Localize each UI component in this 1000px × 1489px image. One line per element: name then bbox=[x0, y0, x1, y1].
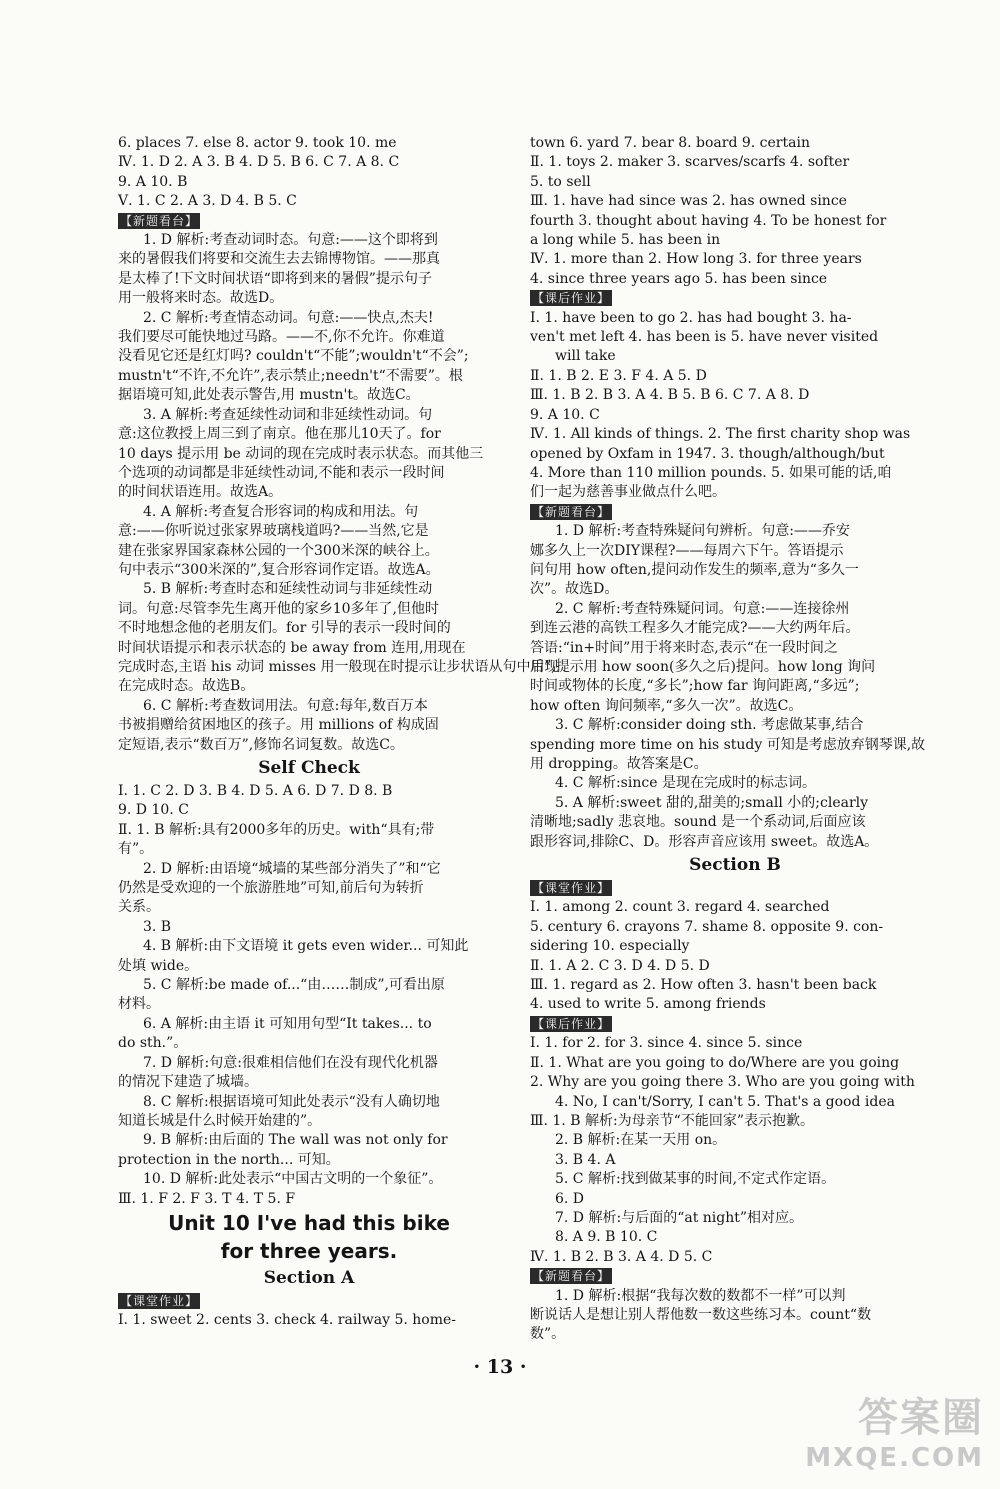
text-line: 用 dropping。故答案是C。 bbox=[530, 756, 708, 772]
text-line: Ⅳ. 1. B 2. B 3. A 4. D 5. C bbox=[530, 1248, 713, 1265]
text-line: 3. B bbox=[143, 918, 172, 935]
section-tag: 【新题看台】 bbox=[532, 504, 611, 519]
text-line: 数”。 bbox=[530, 1326, 566, 1343]
text-line: sidering 10. especially bbox=[530, 938, 690, 955]
watermark-logo bbox=[805, 1386, 984, 1473]
text-line: 4. A 解析:考查复合形容词的构成和用法。句 bbox=[143, 503, 419, 520]
text-line: ven't met left 4. has been is 5. have never visited bbox=[530, 329, 879, 346]
section-tag: 【新题看台】 bbox=[120, 213, 199, 228]
tag-row bbox=[530, 503, 940, 522]
text-line: 5. century 6. crayons 7. shame 8. opposite 9. con- bbox=[530, 918, 884, 935]
text-line: 清晰地;sadly 悲哀地。sound 是一个系动词,后面应该 bbox=[530, 814, 866, 831]
text-line: Ⅰ. 1. for 2. for 3. since 4. since 5. since bbox=[530, 1035, 803, 1052]
text-line: Ⅱ. 1. A 2. C 3. D 4. D 5. D bbox=[530, 957, 710, 974]
text-line: 9. B 解析:由后面的 The wall was not only for bbox=[143, 1132, 448, 1149]
text-line: 知道长城是什么时候开始建的”。 bbox=[118, 1112, 322, 1129]
text-line: Ⅳ. 1. more than 2. How long 3. for three years bbox=[530, 251, 862, 268]
watermark-text: 答案圈 bbox=[858, 1395, 984, 1441]
text-line: Ⅲ. 1. B 解析:为母亲节“不能回家”表示抱歉。 bbox=[530, 1112, 814, 1129]
text-line: 1. D 解析:根据“我每次数的数都不一样”可以判 bbox=[555, 1287, 846, 1304]
text-line: 5. A 解析:sweet 甜的,甜美的;small 小的;clearly bbox=[555, 794, 869, 811]
text-line: 后”,提示用 how soon(多久之后)提问。how long 询问 bbox=[530, 658, 876, 675]
text-line: 建在张家界国家森林公园的一个300米深的峡谷上。 bbox=[118, 542, 439, 559]
watermark-url: MXQE.COM bbox=[805, 1443, 984, 1473]
text-line: Ⅴ. 1. C 2. A 3. D 4. B 5. C bbox=[118, 193, 297, 210]
text-line: spending more time on his study 可知是考虑放弃钢琴课,故 bbox=[530, 736, 926, 753]
text-line: 个选项的动词都是非延续性动词,不能和表示一段时间 bbox=[118, 464, 445, 481]
text-line: 来的暑假我们将要和交流生去去锦博物馆。——那真 bbox=[118, 251, 440, 268]
text-line: 4. since three years ago 5. has been since bbox=[530, 270, 828, 287]
text-line: Ⅲ. 1. have had since was 2. has owned since bbox=[530, 193, 847, 210]
text-line: 时间或物体的长度,“多长”;how far 询问距离,“多远”; bbox=[530, 678, 860, 695]
text-line: will take bbox=[555, 348, 616, 365]
text-line: 娜多久上一次DIY课程?——每周六下午。答语提示 bbox=[530, 542, 844, 559]
text-line: 断说话人是想让别人帮他数一数这些练习本。count“数 bbox=[530, 1306, 872, 1323]
text-line: 3. B 4. A bbox=[555, 1151, 616, 1168]
text-line: 6. D bbox=[555, 1190, 585, 1207]
text-line: 据语境可知,此处表示警告,用 mustn't。故选C。 bbox=[118, 387, 420, 404]
text-line: Ⅰ. 1. C 2. D 3. B 4. D 5. A 6. D 7. D 8. B bbox=[118, 783, 393, 799]
tag-row bbox=[530, 289, 940, 308]
text-line: 8. A 9. B 10. C bbox=[555, 1229, 658, 1246]
section-heading: Section A bbox=[263, 1267, 355, 1288]
text-line: 10 days 提示用 be 动词的现在完成时表示状态。而其他三 bbox=[118, 445, 484, 462]
text-line: Ⅳ. 1. D 2. A 3. B 4. D 5. B 6. C 7. A 8. C bbox=[118, 154, 400, 171]
text-line: 们一起为慈善事业做点什么吧。 bbox=[530, 484, 726, 501]
text-line: Ⅰ. 1. sweet 2. cents 3. check 4. railway 5. home- bbox=[118, 1312, 457, 1329]
section-tag: 【新题看台】 bbox=[532, 1269, 611, 1284]
text-line: 1. D 解析:考查特殊疑问句辨析。句意:——乔安 bbox=[555, 523, 850, 540]
text-line: 5. to sell bbox=[530, 173, 591, 190]
text-line: 9. A 10. B bbox=[118, 173, 188, 190]
unit-title: for three years. bbox=[220, 1238, 398, 1263]
text-line: 的情况下建造了城墙。 bbox=[118, 1074, 258, 1091]
text-line: 6. A 解析:由主语 it 可知用句型“It takes... to bbox=[143, 1015, 432, 1032]
text-line: 3. A 解析:考查延续性动词和非延续性动词。句 bbox=[143, 406, 433, 423]
section-heading: Section B bbox=[689, 855, 781, 876]
text-line: fourth 3. thought about having 4. To be honest for bbox=[530, 212, 887, 229]
section-tag: 【课堂作业】 bbox=[532, 881, 611, 896]
text-line: 跟形容词,排除C、D。形容声音应该用 sweet。故选A。 bbox=[530, 833, 879, 850]
text-line: 10. D 解析:此处表示“中国古文明的一个象征”。 bbox=[143, 1171, 443, 1188]
text-line: 2. D 解析:由语境“城墙的某些部分消失了”和“它 bbox=[143, 860, 441, 877]
text-line: Ⅲ. 1. F 2. F 3. T 4. T 5. F bbox=[118, 1190, 296, 1207]
text-line: Ⅱ. 1. B 解析:具有2000多年的历史。with“具有;带 bbox=[118, 821, 435, 838]
text-line: 9. D 10. C bbox=[118, 802, 189, 819]
text-line: 2. Why are you going there 3. Who are you going with bbox=[530, 1074, 915, 1091]
right-column bbox=[530, 134, 940, 1345]
text-line: 材料。 bbox=[118, 996, 160, 1013]
text-line: 6. places 7. else 8. actor 9. took 10. me bbox=[118, 135, 397, 151]
text-line: mustn't“不许,不允许”,表示禁止;needn't“不需要”。根 bbox=[118, 367, 463, 384]
text-line: 意:这位教授上周三到了南京。他在那儿10天了。for bbox=[118, 426, 441, 443]
text-line: 7. D 解析:与后面的“at night”相对应。 bbox=[555, 1209, 804, 1226]
text-line: 7. D 解析:句意:很难相信他们在没有现代化机器 bbox=[143, 1054, 438, 1071]
text-line: Ⅲ. 1. regard as 2. How often 3. hasn't been back bbox=[530, 977, 877, 994]
text-line: 仍然是受欢迎的一个旅游胜地”可知,前后句为转折 bbox=[118, 880, 424, 897]
text-line: 没看见它还是红灯吗? couldn't“不能”;wouldn't“不会”; bbox=[118, 348, 469, 365]
tag-row bbox=[530, 1267, 940, 1286]
text-line: 到连云港的高铁工程多久才能完成?——大约两年后。 bbox=[530, 620, 860, 637]
text-line: 有”。 bbox=[118, 841, 154, 858]
tag-row bbox=[530, 879, 940, 898]
text-line: 用一般将来时态。故选D。 bbox=[118, 290, 284, 307]
text-line: 处填 wide。 bbox=[118, 957, 199, 974]
text-line: 问句用 how often,提问动作发生的频率,意为“多久一 bbox=[530, 561, 859, 578]
text-line: 4. No, I can't/Sorry, I can't 5. That's a good idea bbox=[555, 1093, 895, 1110]
text-line: 2. C 解析:考查特殊疑问词。句意:——连接徐州 bbox=[555, 600, 850, 617]
text-line: 句中表示“300米深的”,复合形容词作定语。故选A。 bbox=[118, 561, 440, 578]
section-tag: 【课堂作业】 bbox=[120, 1293, 199, 1308]
text-line: Ⅱ. 1. toys 2. maker 3. scarves/scarfs 4. softer bbox=[530, 154, 850, 171]
text-line: 的时间状语连用。故选A。 bbox=[118, 484, 283, 501]
text-line: 在完成时态。故选B。 bbox=[118, 678, 255, 695]
text-line: how often 询问频率,“多久一次”。故选C。 bbox=[530, 697, 803, 714]
text-line: do sth.”。 bbox=[118, 1035, 188, 1052]
text-line: 8. C 解析:根据语境可知此处表示“没有人确切地 bbox=[143, 1093, 440, 1110]
text-line: 4. B 解析:由下文语境 it gets even wider... 可知此 bbox=[143, 938, 469, 955]
section-tag: 【课后作业】 bbox=[532, 1016, 611, 1031]
tag-row bbox=[118, 1292, 500, 1311]
text-line: Ⅰ. 1. among 2. count 3. regard 4. searched bbox=[530, 899, 830, 916]
text-line: 4. used to write 5. among friends bbox=[530, 996, 766, 1013]
text-line: 5. C 解析:找到做某事的时间,不定式作定语。 bbox=[555, 1171, 836, 1188]
text-line: 1. D 解析:考查动词时态。句意:——这个即将到 bbox=[143, 232, 438, 249]
text-line: Ⅲ. 1. B 2. B 3. A 4. B 5. B 6. C 7. A 8. D bbox=[530, 387, 810, 404]
text-line: 4. C 解析:since 是现在完成时的标志词。 bbox=[555, 775, 816, 792]
text-line: 是太棒了!下文时间状语“即将到来的暑假”提示句子 bbox=[118, 270, 432, 287]
section-tag: 【课后作业】 bbox=[532, 291, 611, 306]
text-line: 5. B 解析:考查时态和延续性动词与非延续性动 bbox=[143, 581, 433, 598]
text-line: 答语:“in+时间”用于将来时态,表示“在一段时间之 bbox=[530, 639, 838, 656]
tag-row bbox=[530, 1015, 940, 1034]
text-line: Ⅱ. 1. B 2. E 3. F 4. A 5. D bbox=[530, 367, 707, 384]
text-line: 9. A 10. C bbox=[530, 406, 600, 423]
page-number: · 13 · bbox=[473, 1356, 527, 1378]
text-line: 不时地想念他的老朋友们。for 引导的表示一段时间的 bbox=[118, 620, 451, 637]
text-line: protection in the north... 可知。 bbox=[118, 1151, 340, 1168]
text-line: opened by Oxfam in 1947. 3. though/although/but bbox=[530, 445, 885, 462]
section-heading: Self Check bbox=[258, 758, 360, 778]
text-line: 定短语,表示“数百万”,修饰名词复数。故选C。 bbox=[118, 736, 404, 753]
text-line: a long while 5. has been in bbox=[530, 232, 721, 249]
text-line: 词。句意:尽管李先生离开他的家乡10多年了,但他时 bbox=[118, 600, 439, 617]
text-line: 次”。故选D。 bbox=[530, 581, 619, 598]
text-line: Ⅱ. 1. What are you going to do/Where are you going bbox=[530, 1054, 900, 1071]
text-line: 意:——你听说过张家界玻璃栈道吗?——当然,它是 bbox=[118, 523, 429, 540]
text-line: 书被捐赠给贫困地区的孩子。用 millions of 构成固 bbox=[118, 717, 439, 734]
text-line: 5. C 解析:be made of...“由……制成”,可看出原 bbox=[143, 977, 445, 994]
left-column bbox=[118, 134, 559, 1331]
text-line: town 6. yard 7. bear 8. board 9. certain bbox=[530, 135, 810, 151]
text-line: 2. C 解析:考查情态动词。句意:——快点,杰夫! bbox=[143, 309, 434, 326]
text-line: 3. C 解析:consider doing sth. 考虑做某事,结合 bbox=[555, 717, 864, 734]
text-line: 4. More than 110 million pounds. 5. 如果可能的话,咱 bbox=[530, 464, 892, 481]
text-line: 6. C 解析:考查数词用法。句意:每年,数百万本 bbox=[143, 697, 428, 714]
text-line: 关系。 bbox=[118, 899, 160, 916]
text-line: Ⅰ. 1. have been to go 2. has had bought 3. ha- bbox=[530, 309, 852, 326]
text-line: 时间状语提示和表示状态的 be away from 连用,用现在 bbox=[118, 639, 466, 656]
text-line: Ⅳ. 1. All kinds of things. 2. The first charity shop was bbox=[530, 426, 911, 443]
tag-row bbox=[118, 212, 500, 231]
text-line: 我们要尽可能快地过马路。——不,你不允许。你难道 bbox=[118, 329, 445, 346]
unit-title: Unit 10 I've had this bike bbox=[168, 1210, 450, 1235]
text-line: 完成时态,主语 his 动词 misses 用一般现在时提示让步状语从句中用现 bbox=[118, 658, 559, 675]
text-line: 2. B 解析:在某一天用 on。 bbox=[555, 1132, 727, 1149]
